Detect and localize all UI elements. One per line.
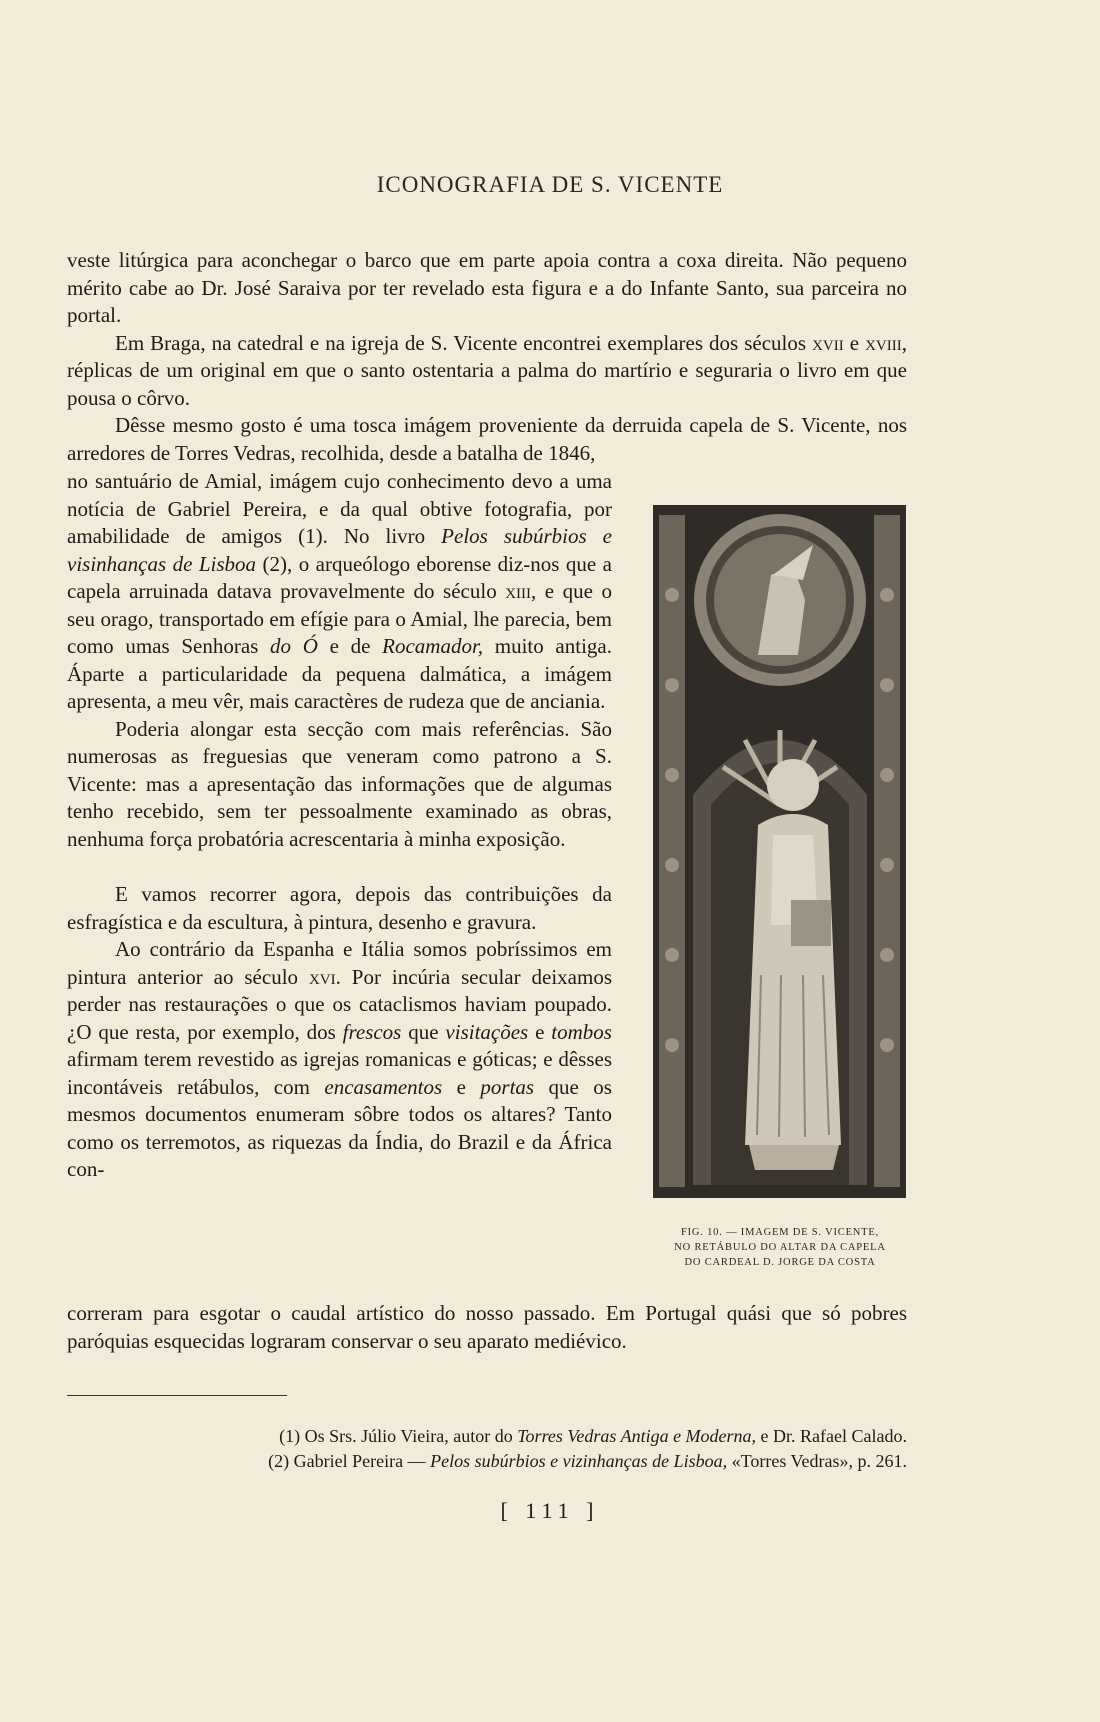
text-run: xvi xyxy=(308,964,336,989)
text-run: xviii xyxy=(865,330,902,355)
page-number: [ 111 ] xyxy=(500,1498,600,1523)
paragraph: Poderia alongar esta secção com mais referências. São numerosas as freguesias que veneram como patrono a S. Vicente: mas a apresentação das informações que de algumas tenho recebido, sem ter pessoalmente examinado as obras, nenhuma força probatória acrescentaria à minha exposição. xyxy=(67,716,612,851)
caption-line: NO RETÁBULO DO ALTAR DA CAPELA xyxy=(674,1242,886,1253)
italic-term: tombos xyxy=(551,1019,612,1044)
text-run: xiii xyxy=(505,579,532,603)
sculpture-illustration xyxy=(653,505,906,1198)
paragraph: Dêsse mesmo gosto é uma tosca imágem proveniente da derruida capela de S. Vicente, nos arredores de Torres Vedras, recolhida, desde a batalha de 1846, xyxy=(67,413,907,465)
book-title: Pelos subúrbios e vizinhanças de Lisboa, xyxy=(430,1451,728,1471)
text-run: Ao contrário da Espanha e Itália somos pobríssimos em pintura anterior ao século xyxy=(67,937,612,989)
text-run: afirmam terem revestido as igrejas romanicas e góticas; e dêsses incontáveis retábulos, com xyxy=(67,1047,612,1099)
body-text-bottom xyxy=(67,1300,907,1355)
text-run: (2), o arqueólogo eborense diz-nos que a capela arruinada datava provavelmente do século xyxy=(67,551,612,603)
figure-caption xyxy=(648,1225,912,1270)
text-run: no santuário de Amial, imágem cujo conhecimento devo a uma notícia de Gabriel Pereira, e da qual obtive fotografia, por amabilidade de amigos (1). No livro xyxy=(67,469,612,548)
text-run: , réplicas de um original em que o santo ostentaria a palma do martírio e seguraria o livro em que pousa o côrvo. xyxy=(67,330,907,410)
text-run: e xyxy=(843,330,866,355)
body-text-top xyxy=(67,247,907,467)
footnotes xyxy=(67,1424,907,1474)
footnote-rule xyxy=(67,1395,287,1396)
caption-line: DO CARDEAL D. JORGE DA COSTA xyxy=(684,1257,876,1268)
text-run: muito antiga. Áparte a particularidade da pequena dalmática, a imágem apresenta, a meu vêr, mais caractères de rudeza que de anciania. xyxy=(67,634,612,713)
text-run: que os mesmos documentos enumeram sôbre todos os altares? Tanto como os terremotos, as riquezas da Índia, do Brazil e da África con- xyxy=(67,1074,612,1181)
italic-term: frescos xyxy=(342,1019,402,1044)
italic-term: encasamentos xyxy=(324,1074,443,1099)
italic-term: portas xyxy=(480,1074,535,1099)
text-run: (2) Gabriel Pereira — xyxy=(268,1451,431,1471)
text-run: , e que o seu orago, transportado em efígie para o Amial, lhe parecia, bem como umas Senhoras xyxy=(67,579,612,658)
book-title: Torres Vedras Antiga e Moderna, xyxy=(517,1426,757,1446)
caption-line: FIG. 10. — IMAGEM DE S. VICENTE, xyxy=(680,1227,880,1238)
figure-photo-saint-vincent xyxy=(653,505,906,1198)
text-run: e xyxy=(442,1074,481,1099)
text-run: que xyxy=(401,1019,446,1044)
text-run: . Por incúria secular deixamos perder nas restaurações o que os cataclismos haviam poupado. ¿O que resta, por exemplo, dos xyxy=(67,964,612,1044)
book-title: Pelos subúrbios e visinhanças de Lisboa xyxy=(67,524,612,576)
paragraph xyxy=(67,936,612,1184)
italic-term: Rocamador, xyxy=(382,634,484,658)
italic-term: do Ó xyxy=(270,634,318,658)
text-run: e xyxy=(528,1019,552,1044)
footnote-2 xyxy=(67,1449,907,1474)
paragraph xyxy=(67,468,612,716)
footnote-1 xyxy=(67,1424,907,1449)
text-run: Em Braga, na catedral e na igreja de S. Vicente encontrei exemplares dos séculos xyxy=(115,330,813,355)
text-run: xvii xyxy=(812,330,844,355)
paragraph: veste litúrgica para aconchegar o barco que em parte apoia contra a coxa direita. Não pequeno mérito cabe ao Dr. José Saraiva por ter revelado esta figura e a do Infante Santo, sua parceira no portal. xyxy=(67,248,907,327)
running-head: ICONOGRAFIA DE S. VICENTE xyxy=(376,172,724,197)
text-run: «Torres Vedras», p. 261. xyxy=(727,1451,907,1471)
text-run: e Dr. Rafael Calado. xyxy=(756,1426,907,1446)
paragraph: correram para esgotar o caudal artístico do nosso passado. Em Portugal quási que só pobres paróquias esquecidas lograram conservar o seu aparato mediévico. xyxy=(67,1301,907,1353)
italic-term: visitações xyxy=(445,1019,529,1044)
paragraph: E vamos recorrer agora, depois das contribuições da esfragística e da escultura, à pintura, desenho e gravura. xyxy=(67,882,612,934)
paragraph xyxy=(67,330,907,413)
text-run: (1) Os Srs. Júlio Vieira, autor do xyxy=(279,1426,518,1446)
text-run: e de xyxy=(317,634,383,658)
